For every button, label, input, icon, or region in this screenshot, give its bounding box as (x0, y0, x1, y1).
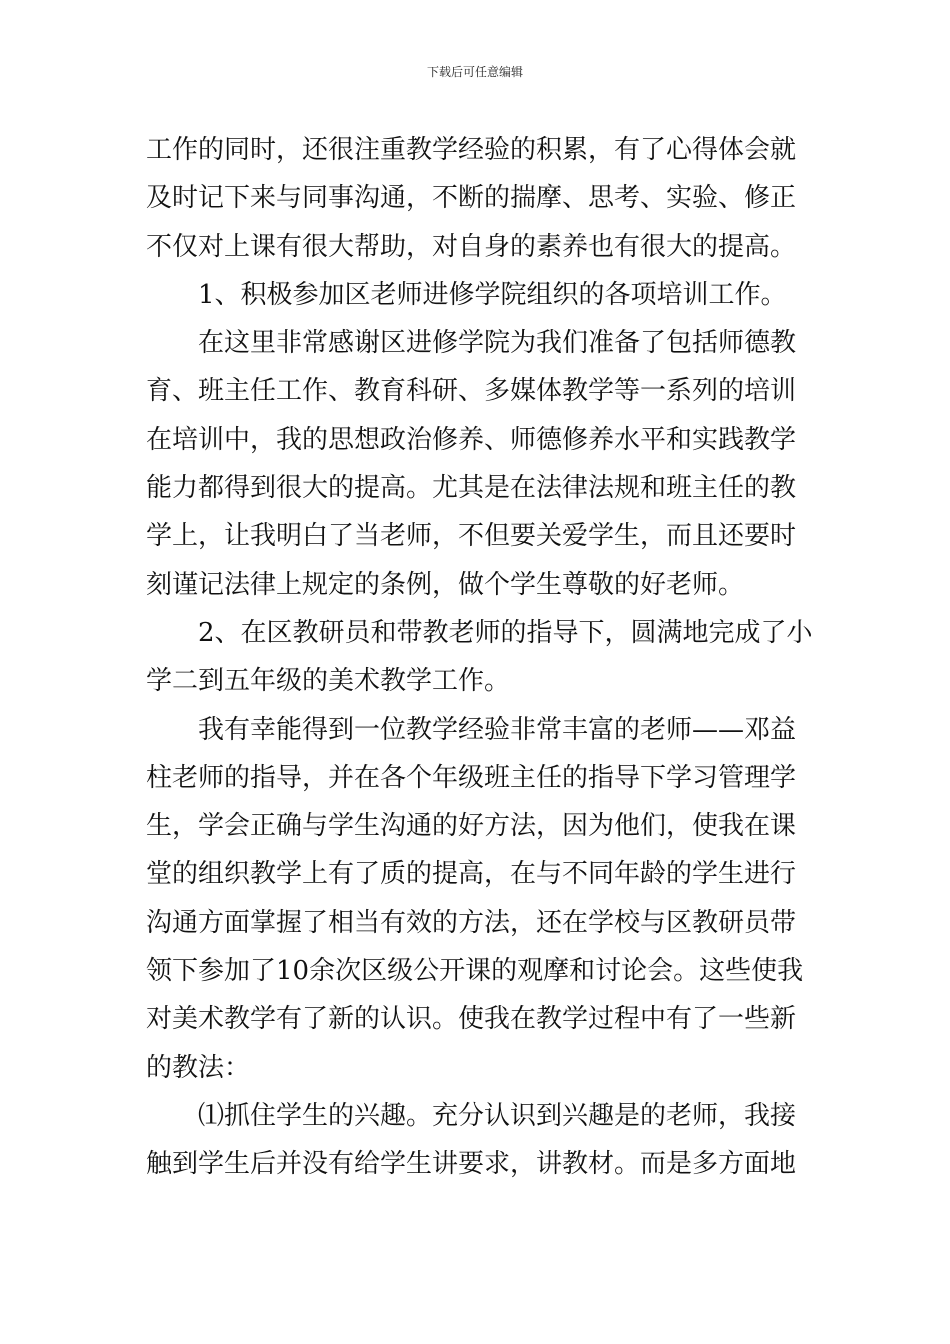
document-body (146, 126, 818, 1189)
text-line: 我有幸能得到一位教学经验非常丰富的老师——邓益 (198, 714, 797, 745)
text-line: 不仅对上课有很大帮助，对自身的素养也有很大的提高。 (146, 231, 797, 262)
text-line: 在培训中，我的思想政治修养、师德修养水平和实践教学 (146, 424, 797, 455)
text-line: 工作的同时，还很注重教学经验的积累，有了心得体会就 (146, 135, 797, 165)
text-line: 堂的组织教学上有了质的提高，在与不同年龄的学生进行 (146, 859, 797, 890)
text-line: 及时记下来与同事沟通，不断的揣摩、思考、实验、修正 (146, 183, 797, 214)
text-line: ⑴抓住学生的兴趣。充分认识到兴趣是的老师，我接 (198, 1100, 797, 1131)
text-line: 生，学会正确与学生沟通的好方法，因为他们，使我在课 (146, 811, 797, 842)
text-line: 柱老师的指导，并在各个年级班主任的指导下学习管理学 (146, 762, 797, 793)
text-line: 能力都得到很大的提高。尤其是在法律法规和班主任的教 (146, 473, 797, 504)
text-line: 学上，让我明白了当老师，不但要关爱学生，而且还要时 (146, 521, 797, 552)
text-line: 在这里非常感谢区进修学院为我们准备了包括师德教 (198, 328, 797, 359)
text-line: 学二到五年级的美术教学工作。 (146, 666, 511, 697)
text-line: 1、积极参加区老师进修学院组织的各项培训工作。 (198, 279, 787, 310)
text-line: 对美术教学有了新的认识。使我在教学过程中有了一些新 (146, 1004, 797, 1035)
page-header: 下载后可任意编辑 (426, 65, 523, 79)
text-line: 的教法： (146, 1052, 251, 1083)
text-line: 沟通方面掌握了相当有效的方法，还在学校与区教研员带 (146, 907, 797, 938)
text-line: 2、在区教研员和带教老师的指导下，圆满地完成了小 (198, 617, 813, 648)
text-line: 育、班主任工作、教育科研、多媒体教学等一系列的培训 (146, 376, 797, 407)
text-line: 领下参加了10余次区级公开课的观摩和讨论会。这些使我 (146, 956, 804, 987)
text-line: 刻谨记法律上规定的条例，做个学生尊敬的好老师。 (146, 569, 745, 600)
text-line: 触到学生后并没有给学生讲要求，讲教材。而是多方面地 (146, 1149, 797, 1180)
